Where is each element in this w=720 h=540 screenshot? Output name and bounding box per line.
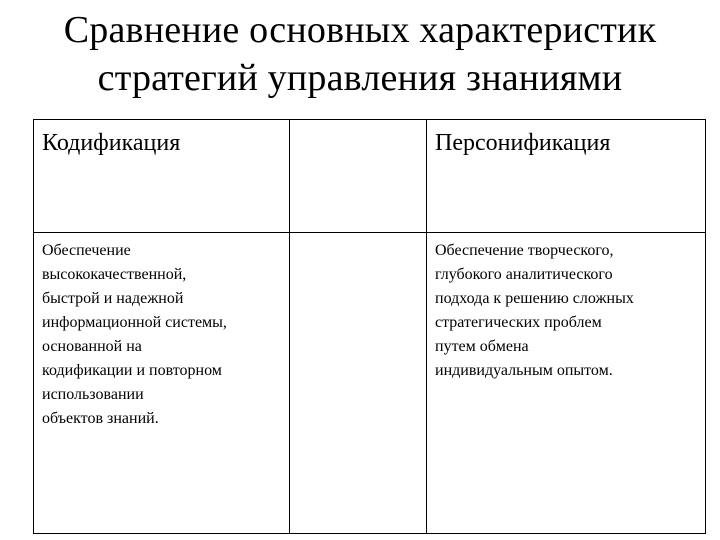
- codification-line: кодификации и повторном: [42, 362, 222, 379]
- title-line-2: стратегий управления знаниями: [97, 57, 623, 99]
- header-personification: Персонификация: [435, 130, 611, 156]
- title-line-1: Сравнение основных характеристик: [63, 9, 657, 51]
- table-header-row: [34, 120, 706, 233]
- codification-line: объектов знаний.: [42, 410, 159, 427]
- codification-description: [42, 233, 281, 431]
- personification-line: индивидуальным опытом.: [435, 362, 613, 379]
- codification-line: Обеспечение: [42, 242, 131, 259]
- codification-line: высококачественной,: [42, 266, 187, 283]
- header-cell-personification: [427, 120, 706, 233]
- codification-line: быстрой и надежной: [42, 290, 184, 307]
- personification-description: [435, 233, 697, 383]
- personification-line: путем обмена: [435, 338, 529, 355]
- header-empty: [298, 120, 418, 128]
- codification-line: информационной системы,: [42, 314, 227, 331]
- codification-line: основанной на: [42, 338, 142, 355]
- comparison-table: [33, 119, 706, 534]
- cell-codification-description: [34, 233, 290, 534]
- header-cell-codification: [34, 120, 290, 233]
- header-cell-empty: [290, 120, 427, 233]
- codification-line: использовании: [42, 386, 144, 403]
- personification-line: подхода к решению сложных: [435, 290, 634, 307]
- table-body-row: [34, 233, 706, 534]
- cell-empty-middle: [290, 233, 427, 534]
- cell-personification-description: [427, 233, 706, 534]
- header-codification: Кодификация: [42, 130, 181, 156]
- personification-line: глубокого аналитического: [435, 266, 613, 283]
- page-title: [0, 6, 720, 102]
- personification-line: Обеспечение творческого,: [435, 242, 614, 259]
- personification-line: стратегических проблем: [435, 314, 602, 331]
